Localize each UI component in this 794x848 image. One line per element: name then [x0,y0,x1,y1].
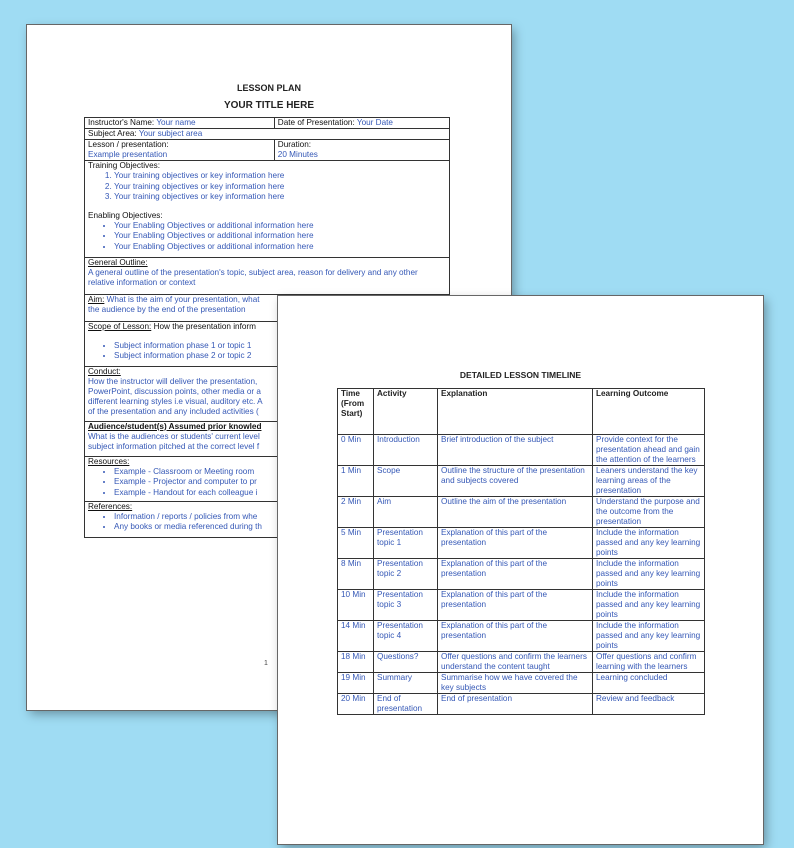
timeline-title: DETAILED LESSON TIMELINE [459,370,582,380]
list-item: • Subject information phase 1 or topic 1 [114,341,446,352]
list-item: • Any books or media referenced during th [114,522,446,533]
list-item: 1. Your training objectives or key information here [114,171,446,182]
activity-cell: Presentation topic 3 [374,590,438,621]
activity-cell: Presentation topic 1 [374,528,438,559]
time-cell: 8 Min [338,559,374,590]
time-cell: 2 Min [338,497,374,528]
page-number: 1 [264,660,268,667]
header-activity: Activity [374,389,438,435]
explanation-cell: Explanation of this part of the presentation [438,559,593,590]
table-row [338,673,705,694]
date-label: Date of Presentation: [277,118,355,127]
lesson-value: Example presentation [88,150,168,159]
outcome-cell: Offer questions and confirm learning with the learners [593,652,705,673]
references-heading: References: [88,501,133,511]
list-item: • Example - Handout for each colleague i [114,488,446,499]
aim-text-2: the audience by the end of the presentation [88,304,246,314]
scope-label: Scope of Lesson: [88,321,152,331]
table-row [338,590,705,621]
outcome-cell: Provide context for the presentation ahead and gain the attention of the learners [593,435,705,466]
audience-line: subject information pitched at the correct level f [88,441,260,451]
outline-cell [85,257,450,294]
time-cell: 18 Min [338,652,374,673]
table-row [338,497,705,528]
list-item: • Example - Classroom or Meeting room [114,467,446,478]
activity-cell: Summary [374,673,438,694]
time-cell: 5 Min [338,528,374,559]
subject-label: Subject Area: [88,129,137,138]
enabling-heading: Enabling Objectives: [88,210,163,220]
header-time: Time (From Start) [338,389,374,435]
duration-cell [274,140,449,161]
lesson-cell [85,140,275,161]
explanation-cell: Explanation of this part of the presentation [438,528,593,559]
resources-heading: Resources: [88,456,130,466]
time-cell: 19 Min [338,673,374,694]
date-value: Your Date [356,118,393,127]
outline-text: A general outline of the presentation's topic, subject area, reason for delivery and any other relative information or context [88,267,418,287]
scope-text: How the presentation inform [153,321,256,331]
timeline-body [338,435,705,715]
activity-cell: End of presentation [374,694,438,715]
subject-value: Your subject area [138,129,203,138]
explanation-cell: Brief introduction of the subject [438,435,593,466]
list-item: 2. Your training objectives or key information here [114,182,446,193]
instructor-value: Your name [156,118,196,127]
duration-label: Duration: [277,140,312,149]
time-cell: 10 Min [338,590,374,621]
table-row [338,559,705,590]
conduct-line: different learning styles i.e visual, auditory etc. A [88,396,263,406]
lesson-plan-subtitle: YOUR TITLE HERE [223,100,314,111]
training-heading: Training Objectives: [88,161,161,170]
outcome-cell: Learning concluded [593,673,705,694]
table-row [338,652,705,673]
outcome-cell: Review and feedback [593,694,705,715]
table-row [338,694,705,715]
outline-heading: General Outline: [88,257,148,267]
subject-cell [85,129,450,140]
instructor-cell [85,118,275,129]
outcome-cell: Include the information passed and any key learning points [593,590,705,621]
date-cell [274,118,449,129]
conduct-line: PowerPoint, discussion points, other media or a [88,386,261,396]
list-item: • Example - Projector and computer to pr [114,477,446,488]
time-cell: 0 Min [338,435,374,466]
activity-cell: Presentation topic 4 [374,621,438,652]
table-row [338,466,705,497]
conduct-heading: Conduct: [88,366,121,376]
conduct-line: How the instructor will deliver the presentation, [88,376,258,386]
list-item: • Information / reports / policies from whe [114,512,446,523]
timeline-table [337,388,705,715]
lesson-plan-title: LESSON PLAN [236,83,301,93]
table-row [338,435,705,466]
aim-text: What is the aim of your presentation, what [106,294,260,304]
activity-cell: Aim [374,497,438,528]
list-item: • Your Enabling Objectives or additional information here [114,231,446,242]
explanation-cell: Offer questions and confirm the learners understand the content taught [438,652,593,673]
outcome-cell: Include the information passed and any key learning points [593,559,705,590]
activity-cell: Introduction [374,435,438,466]
instructor-label: Instructor's Name: [88,118,155,127]
header-outcome: Learning Outcome [593,389,705,435]
explanation-cell: Outline the structure of the presentation and subjects covered [438,466,593,497]
explanation-cell: End of presentation [438,694,593,715]
explanation-cell: Explanation of this part of the presentation [438,590,593,621]
list-item: • Subject information phase 2 or topic 2 [114,351,446,362]
explanation-cell: Explanation of this part of the presentation [438,621,593,652]
explanation-cell: Outline the aim of the presentation [438,497,593,528]
duration-value: 20 Minutes [277,150,318,159]
training-list [88,171,446,203]
objectives-cell [85,161,450,258]
audience-heading: Audience/student(s) Assumed prior knowled [88,421,262,431]
time-cell: 1 Min [338,466,374,497]
aim-label: Aim: [88,294,105,304]
outcome-cell: Include the information passed and any key learning points [593,528,705,559]
conduct-line: of the presentation and any included activities ( [88,406,259,416]
list-item: • Your Enabling Objectives or additional information here [114,242,446,253]
time-cell: 14 Min [338,621,374,652]
header-explanation: Explanation [438,389,593,435]
audience-line: What is the audiences or students' current level [88,431,260,441]
lesson-timeline-page [278,296,763,844]
table-row [338,621,705,652]
explanation-cell: Summarise how we have covered the key subjects [438,673,593,694]
enabling-list [88,221,446,253]
lesson-label: Lesson / presentation: [88,140,169,149]
activity-cell: Scope [374,466,438,497]
list-item: 3. Your training objectives or key information here [114,192,446,203]
activity-cell: Questions? [374,652,438,673]
outcome-cell: Include the information passed and any key learning points [593,621,705,652]
outcome-cell: Understand the purpose and the outcome from the presentation [593,497,705,528]
list-item: • Your Enabling Objectives or additional information here [114,221,446,232]
outcome-cell: Leaners understand the key learning areas of the presentation [593,466,705,497]
time-cell: 20 Min [338,694,374,715]
table-row [338,528,705,559]
activity-cell: Presentation topic 2 [374,559,438,590]
